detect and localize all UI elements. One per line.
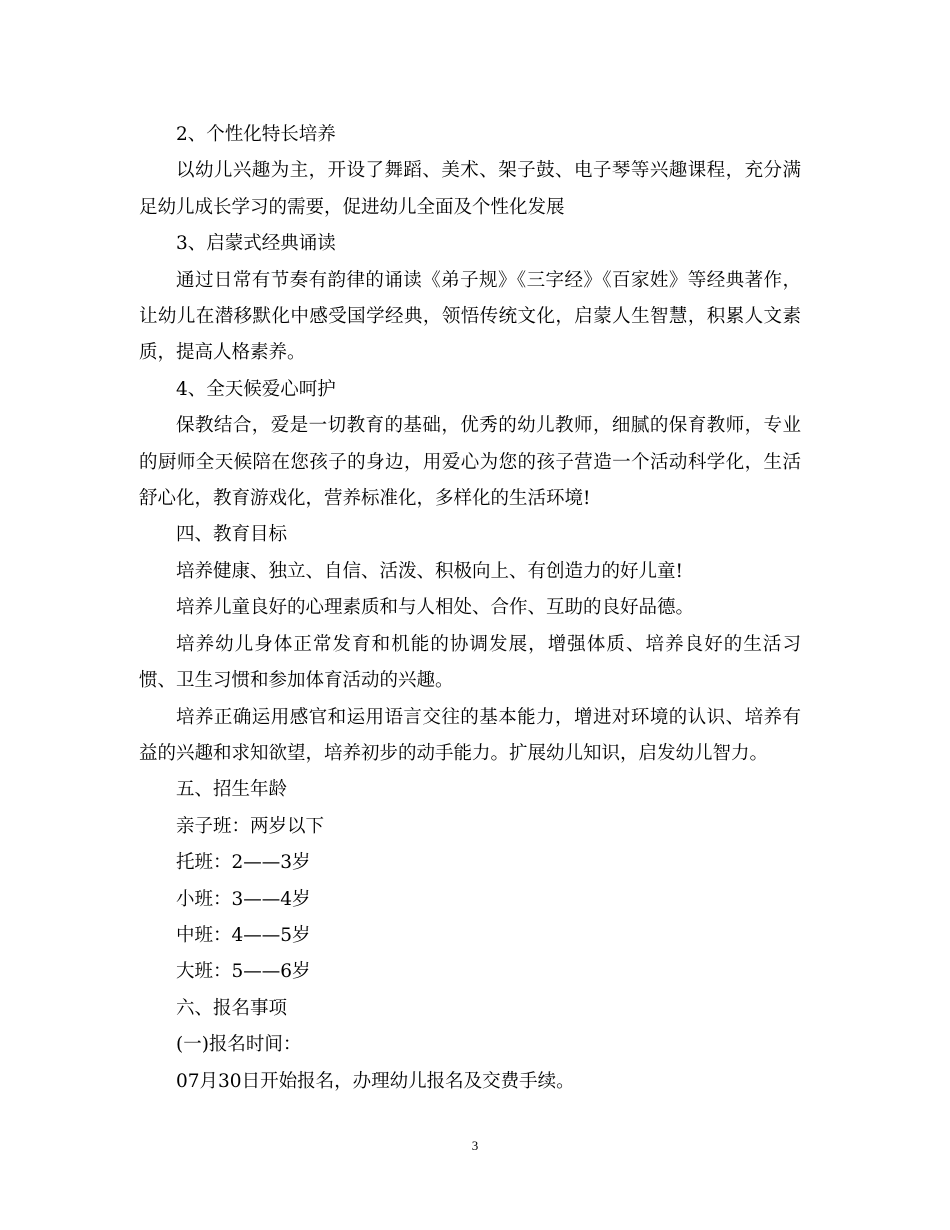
paragraph-registration-date: 07月30日开始报名，办理幼儿报名及交费手续。 bbox=[176, 1070, 575, 1092]
age-nursery-class: 托班：2——3岁 bbox=[176, 852, 311, 874]
heading-all-day-care: 4、全天候爱心呵护 bbox=[176, 378, 336, 400]
paragraph-goal-3: 培养幼儿身体正常发育和机能的协调发展，增强体质、培养良好的生活习惯、卫生习惯和参加体育活动的兴趣。 bbox=[139, 633, 801, 692]
age-senior-class: 大班：5——6岁 bbox=[176, 961, 311, 983]
heading-classic-reading: 3、启蒙式经典诵读 bbox=[176, 233, 336, 255]
heading-education-goals: 四、教育目标 bbox=[176, 524, 288, 546]
document-body bbox=[139, 117, 801, 1100]
heading-enrollment-age: 五、招生年龄 bbox=[176, 779, 288, 801]
age-middle-class: 中班：4——5岁 bbox=[176, 924, 311, 946]
paragraph-classic-reading: 通过日常有节奏有韵律的诵读《弟子规》《三字经》《百家姓》等经典著作，让幼儿在潜移默化中感受国学经典，领悟传统文化，启蒙人生智慧，积累人文素质，提高人格素养。 bbox=[139, 269, 801, 364]
heading-personalized-talent: 2、个性化特长培养 bbox=[176, 124, 336, 145]
age-junior-class: 小班：3——4岁 bbox=[176, 888, 311, 910]
age-parent-child-class: 亲子班：两岁以下 bbox=[176, 815, 325, 837]
paragraph-goal-4: 培养正确运用感官和运用语言交往的基本能力，增进对环境的认识、培养有益的兴趣和求知欲望，培养初步的动手能力。扩展幼儿知识，启发幼儿智力。 bbox=[139, 706, 801, 764]
page-number: 3 bbox=[471, 1138, 479, 1153]
paragraph-interest-courses: 以幼儿兴趣为主，开设了舞蹈、美术、架子鼓、电子琴等兴趣课程，充分满足幼儿成长学习的需要，促进幼儿全面及个性化发展 bbox=[139, 160, 801, 218]
heading-registration: 六、报名事项 bbox=[176, 997, 288, 1019]
paragraph-all-day-care: 保教结合，爱是一切教育的基础，优秀的幼儿教师，细腻的保育教师，专业的厨师全天候陪在您孩子的身边，用爱心为您的孩子营造一个活动科学化，生活舒心化，教育游戏化，营养标准化，多样化的生活环境! bbox=[139, 415, 801, 510]
paragraph-goal-2: 培养儿童良好的心理素质和与人相处、合作、互助的良好品德。 bbox=[176, 597, 695, 619]
paragraph-goal-1: 培养健康、独立、自信、活泼、积极向上、有创造力的好儿童! bbox=[176, 560, 683, 582]
subheading-registration-time: (一)报名时间： bbox=[176, 1034, 302, 1056]
